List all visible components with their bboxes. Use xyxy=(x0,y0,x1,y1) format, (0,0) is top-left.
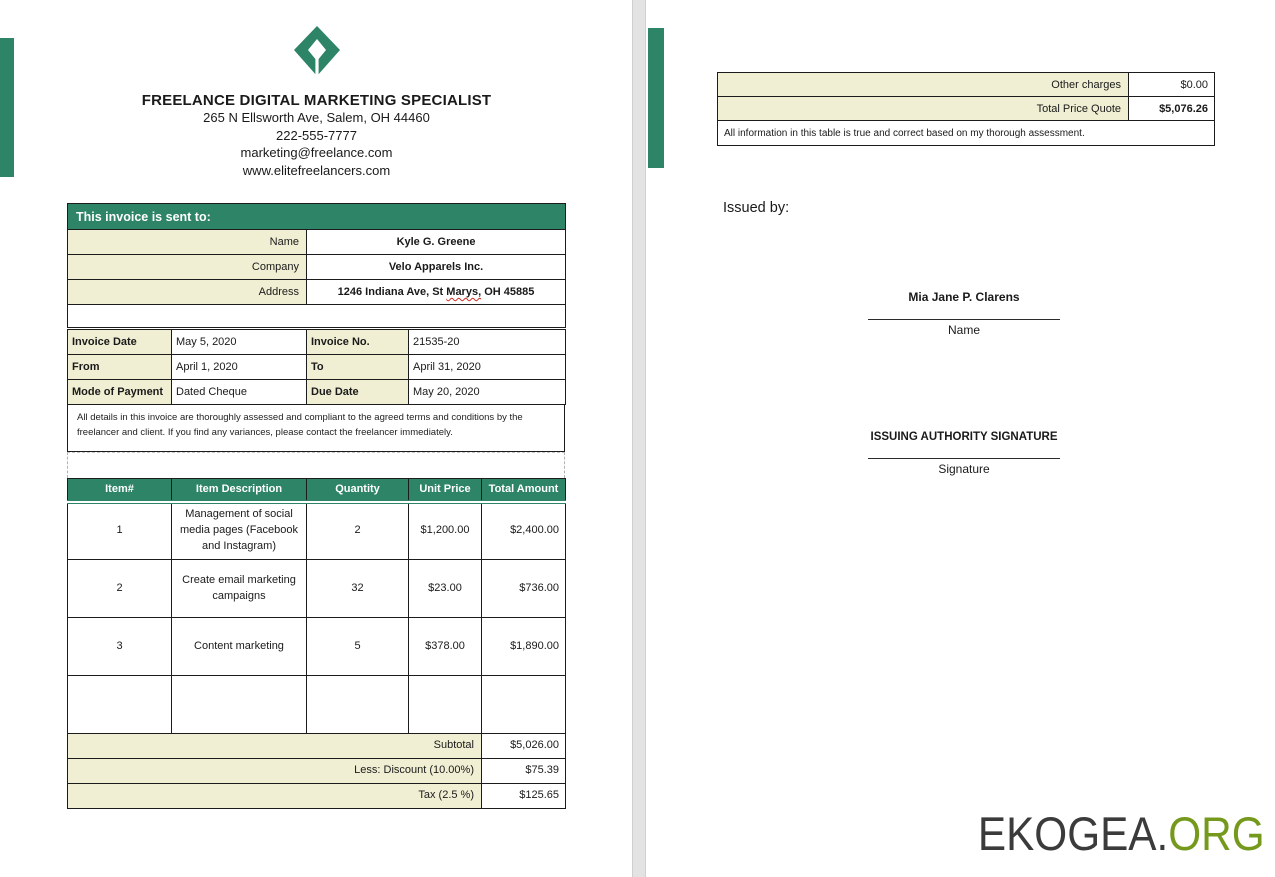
col-total-amount: Total Amount xyxy=(482,479,566,502)
subtotal-label: Subtotal xyxy=(68,734,482,759)
page-break-dashes xyxy=(67,452,565,478)
business-email: marketing@freelance.com xyxy=(240,145,393,160)
other-charges-label: Other charges xyxy=(718,73,1129,97)
tax-row xyxy=(68,784,566,809)
signature-caption: Signature xyxy=(938,462,990,476)
due-date-label: Due Date xyxy=(307,380,409,405)
subtotal-row xyxy=(68,734,566,759)
period-to-value: April 31, 2020 xyxy=(409,355,566,380)
line-items-table xyxy=(67,478,566,809)
invoice-date-label: Invoice Date xyxy=(68,330,172,355)
recipient-table xyxy=(67,203,566,328)
col-description: Item Description xyxy=(172,479,307,502)
spellcheck-underline: Marys, xyxy=(446,286,482,298)
recipient-address-value: 1246 Indiana Ave, St Marys, OH 45885 xyxy=(307,280,566,305)
invoice-disclaimer: All details in this invoice are thoroughly assessed and compliant to the agreed terms and conditions by the freelancer and client. If you find any variances, please contact the freelancer immediately. xyxy=(67,404,565,452)
tax-label: Tax (2.5 %) xyxy=(68,784,482,809)
recipient-company-label: Company xyxy=(68,255,307,280)
item-row-empty xyxy=(68,676,566,734)
invoice-no-label: Invoice No. xyxy=(307,330,409,355)
table-row xyxy=(68,255,566,280)
letterhead xyxy=(68,26,565,179)
period-from-label: From xyxy=(68,355,172,380)
table-row xyxy=(68,280,566,305)
issuer-name-block xyxy=(868,290,1060,337)
table-row xyxy=(68,230,566,255)
issued-by-label: Issued by: xyxy=(723,200,790,216)
recipient-company-value: Velo Apparels Inc. xyxy=(307,255,566,280)
business-phone: 222-555-7777 xyxy=(276,127,357,143)
col-quantity: Quantity xyxy=(307,479,409,502)
recipient-name-value: Kyle G. Greene xyxy=(307,230,566,255)
issuer-name: Mia Jane P. Clarens xyxy=(908,290,1020,304)
discount-row xyxy=(68,759,566,784)
issuer-signature-block xyxy=(868,431,1060,476)
subtotal-value: $5,026.00 xyxy=(482,734,566,759)
other-charges-value: $0.00 xyxy=(1129,73,1215,97)
tax-value: $125.65 xyxy=(482,784,566,809)
other-charges-row xyxy=(718,73,1215,97)
totals-note-row xyxy=(718,121,1215,146)
business-title: FREELANCE DIGITAL MARKETING SPECIALIST xyxy=(141,92,492,109)
period-to-label: To xyxy=(307,355,409,380)
table-row xyxy=(68,355,566,380)
recipient-header: This invoice is sent to: xyxy=(68,204,566,230)
item-row: 1 Management of social media pages (Facebook and Instagram) 2 $1,200.00 $2,400.00 xyxy=(68,502,566,560)
period-from-value: April 1, 2020 xyxy=(172,355,307,380)
total-quote-label: Total Price Quote xyxy=(718,97,1129,121)
discount-value: $75.39 xyxy=(482,759,566,784)
payment-mode-label: Mode of Payment xyxy=(68,380,172,405)
discount-label: Less: Discount (10.00%) xyxy=(68,759,482,784)
table-header-row xyxy=(68,479,566,502)
total-quote-row xyxy=(718,97,1215,121)
table-row xyxy=(68,380,566,405)
invoice-no-value: 21535-20 xyxy=(409,330,566,355)
payment-mode-value: Dated Cheque xyxy=(172,380,307,405)
business-website: www.elitefreelancers.com xyxy=(242,162,391,178)
accent-bar-right-page xyxy=(648,28,664,168)
col-item-number: Item# xyxy=(68,479,172,502)
item-row: 3 Content marketing 5 $378.00 $1,890.00 xyxy=(68,618,566,676)
name-caption: Name xyxy=(947,323,980,337)
brand-green-text: ORG xyxy=(1168,807,1265,860)
ekogea-watermark xyxy=(978,808,1265,860)
invoice-details-table xyxy=(67,329,566,405)
brand-dark-text: EKOGEA. xyxy=(978,807,1169,860)
invoice-date-value: May 5, 2020 xyxy=(172,330,307,355)
pen-nib-logo-icon xyxy=(294,26,340,76)
business-address: 265 N Ellsworth Ave, Salem, OH 44460 xyxy=(203,110,430,125)
accent-bar-left-page xyxy=(0,38,14,177)
recipient-name-label: Name xyxy=(68,230,307,255)
item-row: 2 Create email marketing campaigns 32 $23.00 $736.00 xyxy=(68,560,566,618)
totals-note: All information in this table is true and correct based on my thorough assessment. xyxy=(718,121,1215,146)
totals-table xyxy=(717,72,1215,146)
signature-title: ISSUING AUTHORITY SIGNATURE xyxy=(870,431,1058,443)
table-row-empty xyxy=(68,305,566,328)
col-unit-price: Unit Price xyxy=(409,479,482,502)
page-gutter xyxy=(632,0,646,877)
signature-line xyxy=(868,458,1060,459)
recipient-address-label: Address xyxy=(68,280,307,305)
due-date-value: May 20, 2020 xyxy=(409,380,566,405)
name-line xyxy=(868,319,1060,320)
table-row xyxy=(68,330,566,355)
total-quote-value: $5,076.26 xyxy=(1129,97,1215,121)
